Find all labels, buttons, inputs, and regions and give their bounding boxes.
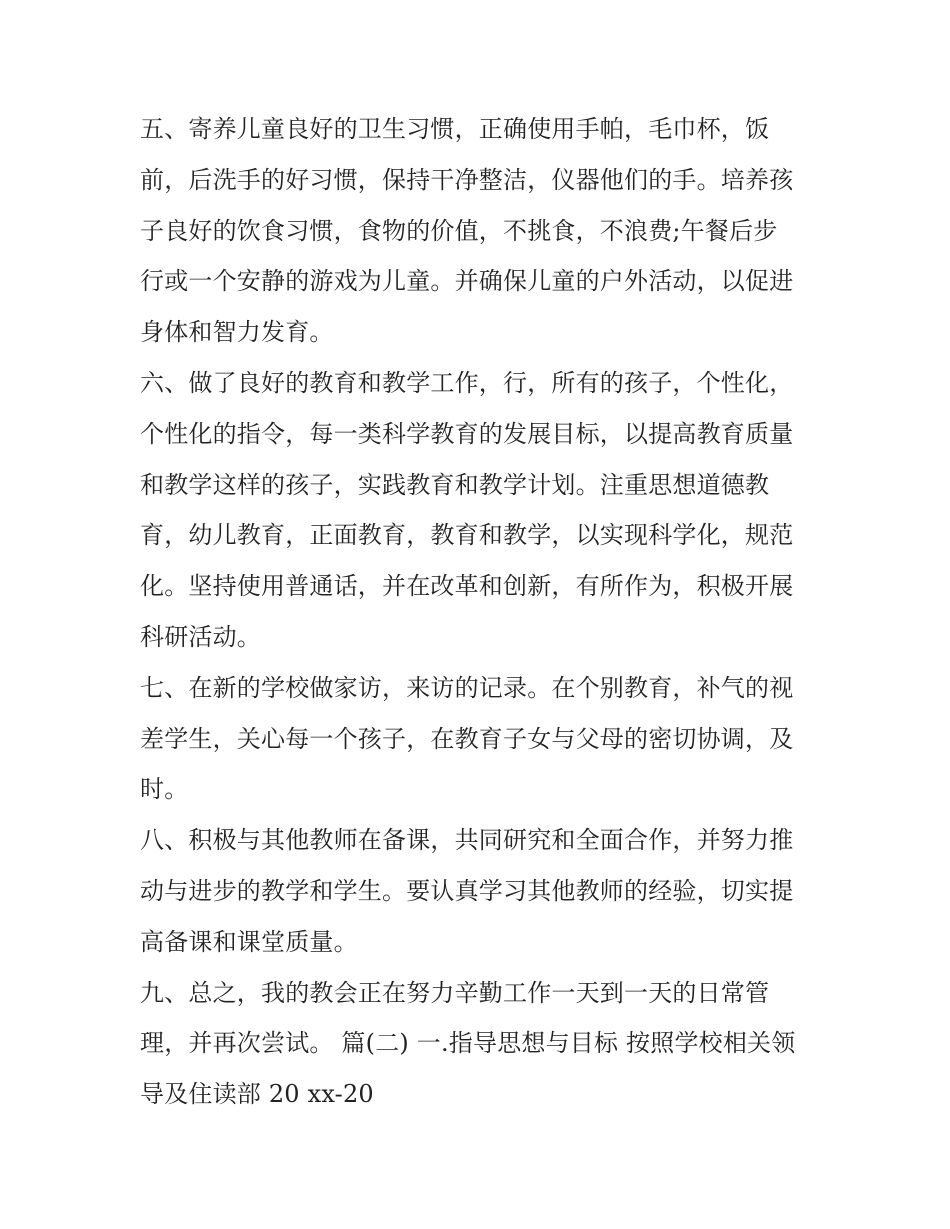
document-body <box>140 104 820 1120</box>
text-line: 行或一个安静的游戏为儿童。并确保儿童的户外活动，以促进 <box>140 267 794 296</box>
text-line: 化。坚持使用普通话，并在改革和创新，有所作为，积极开展 <box>140 572 794 601</box>
text-line: 理，并再次尝试。 篇(二) 一.指导思想与目标 按照学校相关领 <box>140 1029 796 1058</box>
text-line: 时。 <box>140 775 189 804</box>
text-line: 六、做了良好的教育和教学工作，行，所有的孩子，个性化， <box>140 368 794 397</box>
text-line: 八、积极与其他教师在备课，共同研究和全面合作，并努力推 <box>140 826 794 855</box>
text-line: 前，后洗手的好习惯，保持干净整洁，仪器他们的手。培养孩 <box>140 165 794 194</box>
text-line: 育，幼儿教育，正面教育，教育和教学，以实现科学化，规范 <box>140 521 794 550</box>
text-line: 高备课和课堂质量。 <box>140 927 358 956</box>
text-line: 五、寄养儿童良好的卫生习惯，正确使用手帕，毛巾杯，饭 <box>140 115 770 143</box>
text-line: 身体和智力发育。 <box>140 318 334 347</box>
text-line: 差学生，关心每一个孩子，在教育子女与父母的密切协调，及 <box>140 724 794 753</box>
text-line: 动与进步的教学和学生。要认真学习其他教师的经验，切实提 <box>140 876 794 905</box>
text-line: 九、总之，我的教会正在努力辛勤工作一天到一天的日常管 <box>140 978 770 1007</box>
text-line: 科研活动。 <box>140 622 261 651</box>
text-line: 导及住读部 20 xx-20 <box>140 1080 374 1109</box>
text-line: 个性化的指令，每一类科学教育的发展目标，以提高教育质量 <box>140 419 794 448</box>
text-line: 和教学这样的孩子，实践教育和教学计划。注重思想道德教 <box>140 470 770 499</box>
text-line: 子良好的饮食习惯，食物的价值，不挑食，不浪费;午餐后步 <box>140 216 778 245</box>
text-line: 七、在新的学校做家访，来访的记录。在个别教育，补气的视 <box>140 673 794 702</box>
